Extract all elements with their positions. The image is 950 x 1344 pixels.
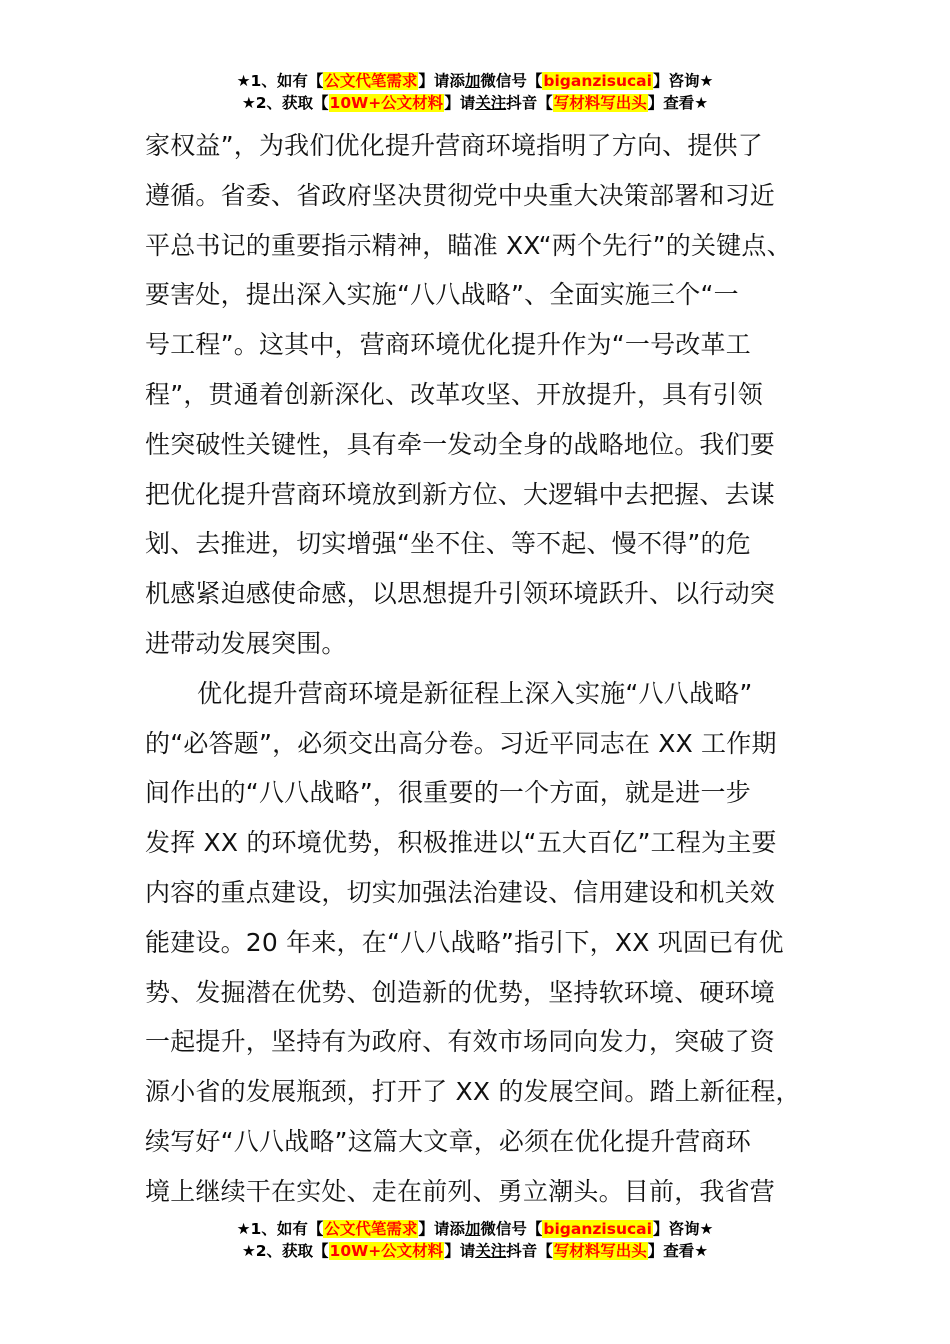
promo-highlight-materials: 10W+公文材料 (329, 94, 444, 112)
body-line: 续写好“八八战略”这篇大文章，必须在优化提升营商环 (145, 1126, 751, 1156)
promo-underlined-text: 关注 (475, 94, 507, 112)
paragraph-first-line: 优化提升营商环境是新征程上深入实施“八八战略” (197, 678, 753, 708)
promo-text: 】请 (444, 94, 476, 112)
promo-highlight-service: 公文代笔需求 (324, 1220, 418, 1238)
promo-underlined-text: 加 (464, 72, 481, 90)
body-line: 间作出的“八八战略”，很重要的一个方面，就是进一步 (145, 778, 751, 808)
body-line: 势、发掘潜在优势、创造新的优势，坚持软环境、硬环境 (145, 977, 776, 1007)
promo-text: 】请添 (418, 1220, 465, 1238)
header-promo-line-2 (0, 92, 950, 114)
promo-highlight-service: 公文代笔需求 (324, 72, 418, 90)
body-line: 号工程”。这其中，营商环境优化提升作为“一号改革工 (145, 330, 751, 360)
body-line: 能建设。20 年来，在“八八战略”指引下，XX 巩固已有优 (145, 927, 784, 957)
body-line: 性突破性关键性，具有牵一发动全身的战略地位。我们要 (145, 429, 776, 459)
promo-highlight-materials: 10W+公文材料 (329, 1242, 444, 1260)
promo-text: ★1、如有【 (236, 72, 324, 90)
body-line: 划、去推进，切实增强“坐不住、等不起、慢不得”的危 (145, 529, 751, 559)
body-line: 要害处，提出深入实施“八八战略”、全面实施三个“一 (145, 280, 739, 310)
promo-highlight-wechat-id: biganzisucai (543, 1220, 652, 1238)
body-line: 平总书记的重要指示精神，瞄准 XX“两个先行”的关键点、 (145, 230, 792, 260)
footer-promo-line-1 (0, 1218, 950, 1240)
promo-text: 】查看★ (647, 94, 709, 112)
promo-text: 抖音【 (506, 94, 553, 112)
body-line: 境上继续干在实处、走在前列、勇立潮头。目前，我省营 (145, 1176, 776, 1206)
body-line: 进带动发展突围。 (145, 628, 347, 658)
promo-text: 抖音【 (506, 1242, 553, 1260)
promo-text: 微信号【 (480, 1220, 543, 1238)
body-line: 机感紧迫感使命感，以思想提升引领环境跃升、以行动突 (145, 579, 776, 609)
promo-highlight-douyin: 写材料写出头 (553, 1242, 647, 1260)
promo-text: ★1、如有【 (236, 1220, 324, 1238)
promo-text: 】请 (444, 1242, 476, 1260)
body-line: 把优化提升营商环境放到新方位、大逻辑中去把握、去谋 (145, 479, 776, 509)
footer-promo-banner (0, 1218, 950, 1262)
header-promo-line-1 (0, 70, 950, 92)
promo-underlined-text: 关注 (475, 1242, 507, 1260)
body-line: 内容的重点建设，切实加强法治建设、信用建设和机关效 (145, 877, 776, 907)
document-body (145, 121, 820, 1217)
promo-text: ★2、获取【 (241, 94, 329, 112)
footer-promo-line-2 (0, 1240, 950, 1262)
promo-text: ★2、获取【 (241, 1242, 329, 1260)
promo-text: 微信号【 (480, 72, 543, 90)
promo-text: 】咨询★ (652, 1220, 714, 1238)
body-line: 程”，贯通着创新深化、改革攻坚、开放提升，具有引领 (145, 379, 763, 409)
promo-text: 】咨询★ (652, 72, 714, 90)
promo-text: 】请添 (418, 72, 465, 90)
body-line: 家权益”，为我们优化提升营商环境指明了方向、提供了 (145, 131, 763, 160)
promo-highlight-douyin: 写材料写出头 (553, 94, 647, 112)
body-line: 的“必答题”，必须交出高分卷。习近平同志在 XX 工作期 (145, 728, 777, 758)
promo-highlight-wechat-id: biganzisucai (543, 72, 652, 90)
header-promo-banner (0, 70, 950, 114)
body-line: 遵循。省委、省政府坚决贯彻党中央重大决策部署和习近 (145, 180, 776, 210)
promo-text: 】查看★ (647, 1242, 709, 1260)
promo-underlined-text: 加 (464, 1220, 481, 1238)
body-line: 源小省的发展瓶颈，打开了 XX 的发展空间。踏上新征程， (145, 1077, 801, 1107)
body-line: 发挥 XX 的环境优势，积极推进以“五大百亿”工程为主要 (145, 828, 777, 858)
body-line: 一起提升，坚持有为政府、有效市场同向发力，突破了资 (145, 1027, 776, 1057)
